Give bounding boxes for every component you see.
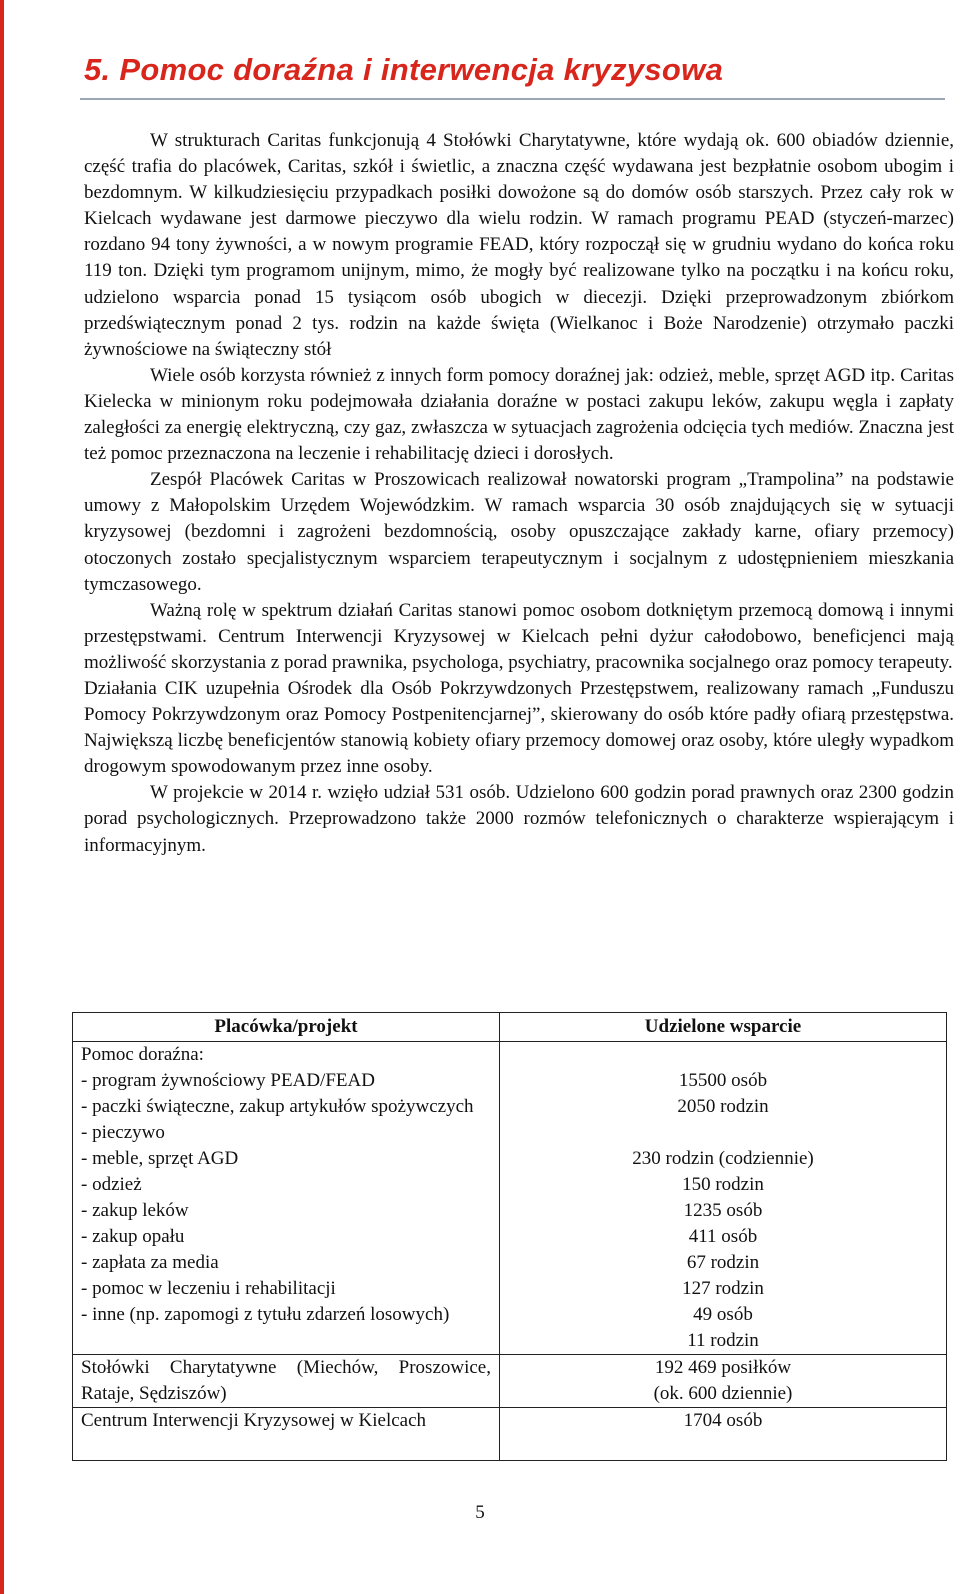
paragraph-canteens: W strukturach Caritas funkcjonują 4 Stołówki Charytatywne, które wydają ok. 600 obiadów dziennie, część trafia do placówek, Caritas, szkół i świetlic, a znaczna część wydawana jest bezpłatnie osobom ubogim i bezdomnym. W kilkudziesięciu przypadkach posiłki dowożone są do domów osób starszych. Przez cały rok w Kielcach wydawane jest darmowe pieczywo dla wielu rodzin. W ramach programu PEAD (styczeń-marzec) rozdano 94 tony żywności, a w nowym programie FEAD, który rozpoczął się w grudniu wydano do końca roku 119 ton. Dzięki tym programom unijnym, mimo, że mogły być realizowane tylko na początku i na końcu roku, udzielono wsparcia ponad 15 tysiącom osób ubogich w diecezji. Dzięki przeprowadzonym zbiórkom przedświątecznym ponad 2 tys. rodzin na każde święta (Wielkanoc i Boże Narodzenie) otrzymało paczki żywnościowe na świąteczny stół (84, 130, 954, 360)
list-item-label: - program żywnościowy PEAD/FEAD (81, 1070, 375, 1091)
left-margin-rule (0, 0, 4, 1594)
paragraph-other-help: Wiele osób korzysta również z innych form pomocy doraźnej jak: odzież, meble, sprzęt AGD itp. Caritas Kielecka w minionym roku podejmowała działania doraźne w postaci zakupu leków, zakupu węgla i zapłaty zaległości za energię elektryczną, czy gaz, zwłaszcza w sytuacjach zagrożenia odcięcia tych mediów. Znaczna jest też pomoc przeznaczona na leczenie i rehabilitację dzieci i dorosłych. (84, 364, 954, 465)
list-item-label: - pomoc w leczeniu i rehabilitacji (81, 1278, 336, 1299)
canteens-value (500, 1355, 947, 1408)
section-heading: 5. Pomoc doraźna i interwencja kryzysowa (84, 52, 724, 87)
table-row-emergency-help (73, 1042, 947, 1355)
list-item-value: 15500 osób (678, 1070, 768, 1091)
emergency-help-labels (73, 1042, 500, 1355)
body-text (84, 128, 954, 859)
section-label: Pomoc doraźna: (81, 1044, 204, 1065)
header-facility: Placówka/projekt (73, 1013, 500, 1042)
list-item-value: 230 rodzin (codziennie) (632, 1148, 814, 1169)
list-item-label: - inne (np. zapomogi z tytułu zdarzeń losowych) (81, 1304, 450, 1325)
paragraph-project-2014: W projekcie w 2014 r. wzięło udział 531 osób. Udzielono 600 godzin porad prawnych oraz 2300 godzin porad psychologicznych. Przeprowadzono także 2000 rozmów telefonicznych o charakterze wspierającym i informacyjnym. (84, 782, 954, 856)
support-table (72, 1012, 947, 1461)
cik-value: 1704 osób (500, 1408, 947, 1461)
list-item-value: 150 rodzin (682, 1174, 764, 1195)
paragraph-victims-center: Działania CIK uzupełnia Ośrodek dla Osób Pokrzywdzonych Przestępstwem, realizowany ramach „Funduszu Pomocy Pokrzywdzonym oraz Pomocy Postpenitencjarnej”, skierowany do osób które padły ofiarą przestępstwa. Największą liczbę beneficjentów stanowią kobiety ofiary przemocy domowej oraz osoby, które uległy wypadkom drogowym spowodowanym przez inne osoby. (84, 677, 954, 778)
table-header-row (73, 1013, 947, 1042)
list-item-value: 11 rodzin (687, 1330, 759, 1351)
emergency-help-values (500, 1042, 947, 1355)
canteens-meals: 192 469 posiłków (654, 1357, 792, 1378)
list-item-value: 67 rodzin (686, 1252, 760, 1273)
list-item-label: - paczki świąteczne, zakup artykułów spożywczych (81, 1096, 474, 1117)
list-item-label: - odzież (81, 1174, 142, 1195)
list-item-value: 127 rodzin (682, 1278, 764, 1299)
cik-label: Centrum Interwencji Kryzysowej w Kielcach (73, 1408, 500, 1461)
list-item-value: 1235 osób (683, 1200, 763, 1221)
list-item-label: - zapłata za media (81, 1252, 219, 1273)
heading-underline (80, 98, 945, 100)
list-item-label: - meble, sprzęt AGD (81, 1148, 239, 1169)
canteens-label: Stołówki Charytatywne (Miechów, Proszowice, Rataje, Sędziszów) (73, 1355, 500, 1408)
list-item-value: 49 osób (693, 1304, 753, 1325)
list-item-label: - zakup opału (81, 1226, 185, 1247)
list-item-label: - pieczywo (81, 1122, 165, 1143)
paragraph-trampolina: Zespół Placówek Caritas w Proszowicach realizował nowatorski program „Trampolina” na podstawie umowy z Małopolskim Urzędem Wojewódzkim. W ramach wsparcia 30 osób znajdujących się w sytuacji kryzysowej (bezdomni i zagrożeni bezdomnością, osoby opuszczające zakłady karne, ofiary przemocy) otoczonych zostało specjalistycznym wsparciem terapeutycznym i socjalnym z udostępnieniem mieszkania tymczasowego. (84, 469, 954, 595)
page-number: 5 (475, 1502, 485, 1523)
list-item-value: 411 osób (688, 1226, 758, 1247)
table-row-canteens (73, 1355, 947, 1408)
header-support: Udzielone wsparcie (500, 1013, 947, 1042)
table-row-cik (73, 1408, 947, 1461)
paragraph-crisis-center: Ważną rolę w spektrum działań Caritas stanowi pomoc osobom dotkniętym przemocą domową i innymi przestępstwami. Centrum Interwencji Kryzysowej w Kielcach pełni dyżur całodobowo, beneficjenci mają możliwość skorzystania z porad prawnika, psychologa, psychiatry, pracownika socjalnego oraz pomocy terapeuty. (84, 599, 954, 673)
list-item-value: 2050 rodzin (677, 1096, 769, 1117)
canteens-daily: (ok. 600 dziennie) (653, 1383, 793, 1404)
list-item-label: - zakup leków (81, 1200, 189, 1221)
